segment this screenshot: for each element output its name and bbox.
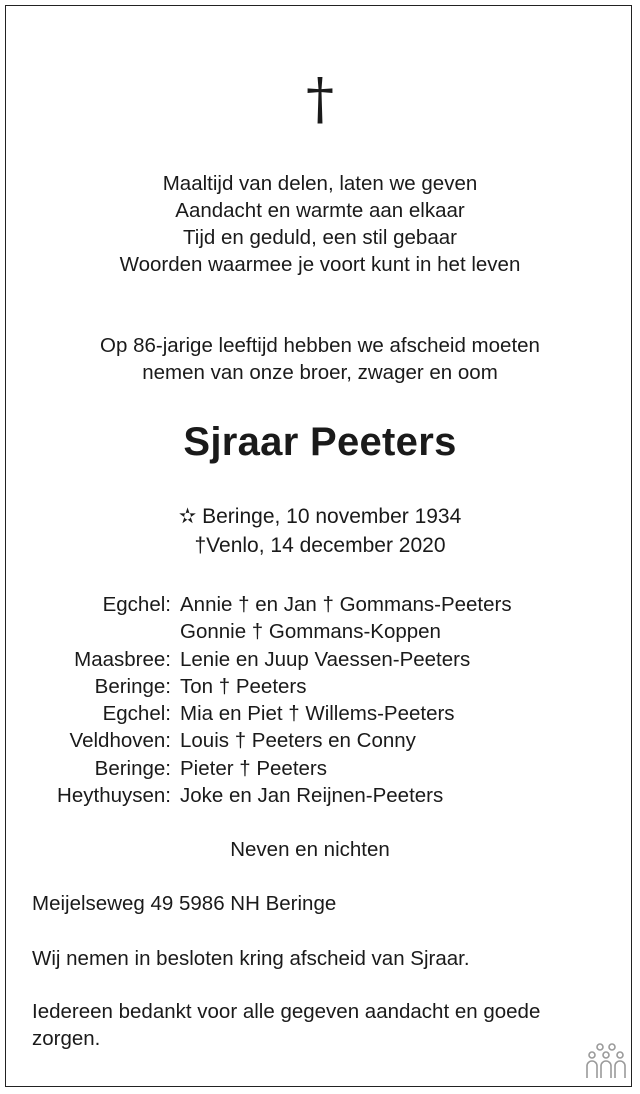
family-place: Veldhoven:: [69, 729, 171, 753]
family-place: Egchel:: [102, 593, 171, 616]
family-place: Maasbree:: [74, 647, 171, 671]
life-dates: [0, 502, 640, 560]
family-names: Pieter † Peeters: [180, 756, 327, 780]
family-row: [0, 727, 640, 754]
family-names: Lenie en Juup Vaessen-Peeters: [180, 647, 471, 671]
family-names: Joke en Jan Reijnen-Peeters: [180, 784, 444, 808]
family-names: Ton † Peeters: [180, 674, 307, 698]
family-place: Beringe:: [94, 674, 171, 698]
family-list: [0, 591, 640, 809]
family-row: [0, 673, 640, 700]
closing-text: Wij nemen in besloten kring afscheid van Sjraar.: [32, 947, 470, 970]
family-place: Beringe:: [94, 756, 171, 780]
family-place: Heythuysen:: [57, 784, 171, 808]
poem-line: Aandacht en warmte aan elkaar: [175, 199, 465, 222]
poem: [0, 170, 640, 278]
family-names: Gonnie † Gommans-Koppen: [180, 620, 441, 644]
people-group-icon: [584, 1042, 628, 1080]
family-row: [0, 646, 640, 673]
cousins-line: Neven en nichten: [230, 838, 390, 861]
family-names: Mia en Piet † Willems-Peeters: [180, 702, 455, 726]
intro-line: Op 86-jarige leeftijd hebben we afscheid moeten: [100, 334, 540, 357]
family-names: Annie † en Jan † Gommans-Peeters: [180, 593, 512, 616]
family-row: [0, 782, 640, 809]
family-row: [0, 591, 640, 618]
deceased-name: Sjraar Peeters: [183, 420, 457, 464]
birth-date: ✫ Beringe, 10 november 1934: [178, 505, 462, 528]
poem-line: Tijd en geduld, een stil gebaar: [183, 226, 457, 249]
family-row: [0, 700, 640, 727]
intro-line: nemen van onze broer, zwager en oom: [142, 361, 498, 384]
family-place: Egchel:: [102, 702, 171, 726]
death-date: †Venlo, 14 december 2020: [194, 534, 446, 557]
address: Meijelseweg 49 5986 NH Beringe: [32, 892, 337, 915]
intro-text: [0, 332, 640, 386]
family-place: [0, 618, 180, 645]
family-row: [0, 618, 640, 645]
family-row: [0, 755, 640, 782]
poem-line: Woorden waarmee je voort kunt in het leven: [119, 253, 521, 276]
family-names: Louis † Peeters en Conny: [180, 729, 416, 753]
thanks-text: Iedereen bedankt voor alle gegeven aandacht en goede zorgen.: [32, 1000, 541, 1050]
poem-line: Maaltijd van delen, laten we geven: [162, 172, 478, 195]
cross-icon: †: [306, 67, 334, 132]
